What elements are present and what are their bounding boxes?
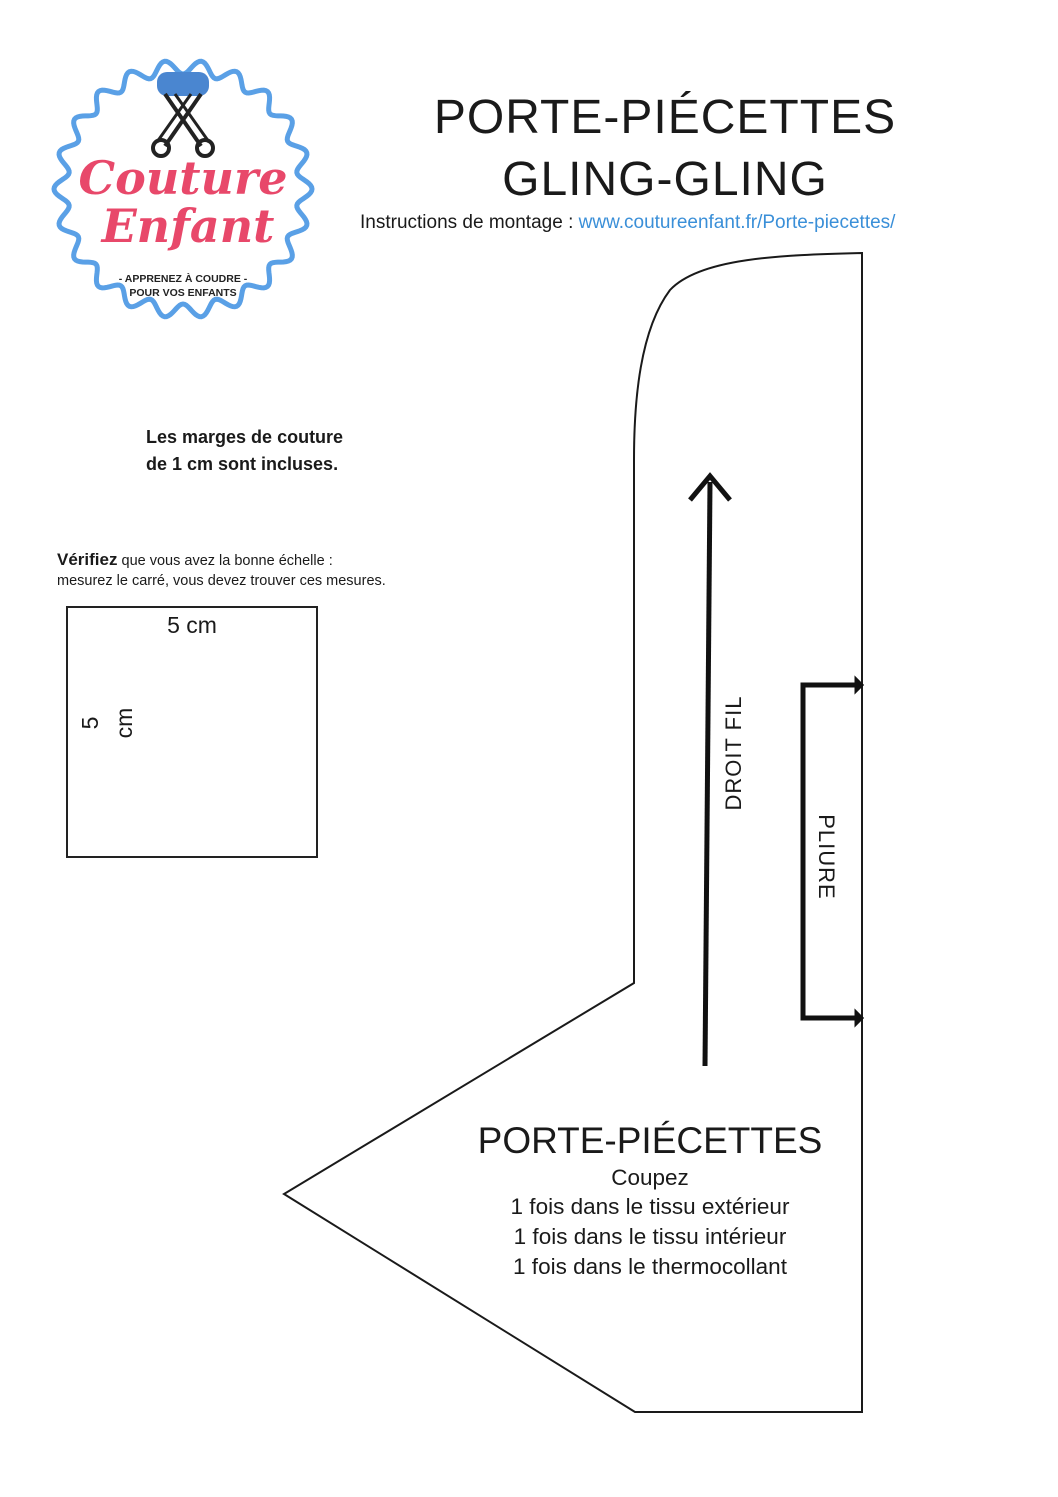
logo-brand-line2: Enfant (101, 199, 275, 253)
scale-square-side-label: 5 cm (77, 707, 137, 739)
page-title-line1: PORTE-PIÉCETTES (433, 91, 897, 144)
verify-bold: Vérifiez (57, 550, 118, 569)
logo-tagline-line2: POUR VOS ENFANTS (129, 287, 237, 299)
instructions-link[interactable]: www.coutureenfant.fr/Porte-piecettes/ (578, 212, 896, 233)
cut-instruction-line: Coupez (611, 1165, 689, 1190)
pattern-piece-title: PORTE-PIÉCETTES (477, 1120, 823, 1161)
page-title-line2: GLING-GLING (502, 153, 828, 206)
logo-tagline-line1: - APPRENEZ À COUDRE - (118, 273, 248, 285)
cut-instruction-line: 1 fois dans le tissu intérieur (513, 1224, 787, 1249)
verify-line2: mesurez le carré, vous devez trouver ces mesures. (57, 573, 386, 589)
instructions-label: Instructions de montage : (360, 212, 579, 233)
seam-note-line2: de 1 cm sont incluses. (146, 454, 339, 474)
scale-square-top-label: 5 cm (167, 612, 217, 638)
verify-rest: que vous avez la bonne échelle : (117, 553, 333, 569)
logo-brand-line1: Couture (78, 151, 288, 205)
seam-note-line1: Les marges de couture (146, 427, 344, 447)
cut-instruction-line: 1 fois dans le thermocollant (513, 1254, 787, 1279)
cut-instruction-line: 1 fois dans le tissu extérieur (510, 1194, 790, 1219)
grain-line-label: DROIT FIL (721, 695, 746, 811)
fold-label: PLIURE (814, 814, 839, 900)
